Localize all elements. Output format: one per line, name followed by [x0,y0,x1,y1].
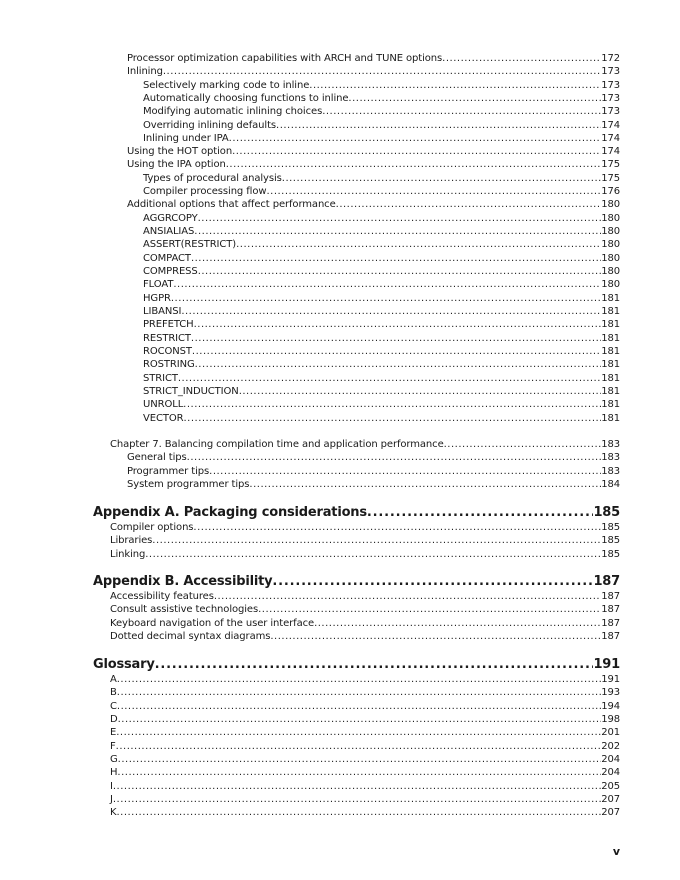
toc-entry-title: E [110,727,117,738]
dot-leader [163,66,601,78]
toc-entry-title: Inlining under IPA [143,133,229,144]
toc-entry [143,333,620,345]
dot-leader [195,359,602,371]
dot-leader [191,253,601,265]
toc-entry-title: Accessibility features [110,591,214,602]
dot-leader [145,549,601,561]
toc-entry-title: K [110,807,117,818]
dot-leader [314,618,601,630]
toc-entry-page: 204 [601,767,620,778]
toc-entry-title: B [110,687,117,698]
dot-leader [191,333,601,345]
toc-entry [143,399,620,411]
toc-entry-title: PREFETCH [143,319,194,330]
toc-entry-title: STRICT_INDUCTION [143,386,239,397]
dot-leader [194,319,602,331]
toc-entry-page: 187 [593,574,620,589]
dot-leader [117,687,601,699]
toc-entry-title: A [110,674,117,685]
toc-entry [143,413,620,425]
dot-leader [173,279,601,291]
toc-entry-page: 173 [601,80,620,91]
dot-leader [155,657,594,673]
toc-glossary-heading [93,657,620,673]
toc-entry-page: 183 [601,452,620,463]
toc-entry-page: 187 [601,591,620,602]
toc-entry-page: 181 [601,319,620,330]
toc-entry-title: ROSTRING [143,359,195,370]
toc-entry-title: Dotted decimal syntax diagrams [110,631,271,642]
dot-leader [113,794,601,806]
dot-leader [192,346,601,358]
toc-entry-title: AGGRCOPY [143,213,198,224]
dot-leader [171,293,601,305]
toc-entry [143,133,620,145]
toc-entry-page: 181 [601,333,620,344]
toc-entry-title: UNROLL [143,399,184,410]
toc-entry-page: 185 [601,522,620,533]
toc-entry-page: 193 [601,687,620,698]
toc-entry-page: 180 [601,213,620,224]
toc-entry-page: 201 [601,727,620,738]
toc-entry-page: 174 [601,146,620,157]
toc-entry-title: ROCONST [143,346,192,357]
toc-entry-page: 172 [601,53,620,64]
toc-entry-page: 180 [601,253,620,264]
dot-leader [214,591,601,603]
toc-entry [143,80,620,92]
toc-entry-page: 173 [601,66,620,77]
toc-entry-title: FLOAT [143,279,174,290]
toc-entry-title: ASSERT(RESTRICT) [143,239,237,250]
dot-leader [193,522,601,534]
dot-leader [442,53,601,65]
toc-entry-title: VECTOR [143,413,184,424]
dot-leader [181,306,601,318]
dot-leader [183,399,601,411]
toc-entry [110,714,620,726]
toc-entry-page: 180 [601,199,620,210]
toc-entry-title: Chapter 7. Balancing compilation time and application performance [110,439,444,450]
toc-entry-page: 185 [601,549,620,560]
dot-leader [322,106,601,118]
toc-entry-title: ANSIALIAS [143,226,195,237]
toc-entry-title: C [110,701,117,712]
toc-entry [127,479,620,491]
toc-entry [110,631,620,643]
toc-entry-title: Appendix A. Packaging considerations [93,505,367,520]
toc-entry [143,226,620,238]
toc-entry [143,120,620,132]
toc-entry [143,106,620,118]
dot-leader [183,413,601,425]
toc-entry-page: 174 [601,133,620,144]
toc-entry-page: 181 [601,359,620,370]
toc-entry-title: Processor optimization capabilities with ARCH and TUNE options [127,53,443,64]
toc-entry-title: J [110,794,113,805]
toc-entry-page: 191 [601,674,620,685]
dot-leader [367,505,594,521]
toc-entry-page: 180 [601,226,620,237]
dot-leader [336,199,602,211]
toc-entry-title: STRICT [143,373,178,384]
toc-entry-title: Overriding inlining defaults [143,120,277,131]
dot-leader [270,631,601,643]
toc-entry-page: 207 [601,794,620,805]
toc-entry [110,727,620,739]
toc-entry-page: 194 [601,701,620,712]
toc-entry [110,701,620,713]
toc-entry-title: Glossary [93,657,155,672]
toc-entry [143,293,620,305]
toc-entry [127,53,620,65]
dot-leader [178,373,601,385]
toc-entry-page: 176 [601,186,620,197]
dot-leader [116,741,602,753]
toc-entry-page: 174 [601,120,620,131]
toc-entry-title: Libraries [110,535,153,546]
dot-leader [229,133,602,145]
page-number: v [612,845,620,858]
toc-entry-page: 173 [601,106,620,117]
dot-leader [236,239,601,251]
toc-entry-page: 180 [601,239,620,250]
toc-entry [143,319,620,331]
toc-entry [127,66,620,78]
toc-entry-page: 205 [601,781,620,792]
toc-entry-title: Compiler processing flow [143,186,267,197]
toc-entry-title: COMPRESS [143,266,198,277]
toc-entry-title: Selectively marking code to inline [143,80,310,91]
toc-entry-page: 198 [601,714,620,725]
dot-leader [239,386,602,398]
dot-leader [116,727,601,739]
toc-entry [110,674,620,686]
toc-entry [143,346,620,358]
toc-entry-title: Appendix B. Accessibility [93,574,273,589]
toc-entry [127,159,620,171]
toc-entry-title: G [110,754,118,765]
toc-entry [110,741,620,753]
dot-leader [187,452,602,464]
toc-entry-page: 184 [601,479,620,490]
dot-leader [444,439,602,451]
toc-entry-page: 185 [593,505,620,520]
dot-leader [282,173,601,185]
toc-entry-page: 181 [601,413,620,424]
toc-entry-title: Linking [110,549,146,560]
toc-entry [110,535,620,547]
toc-entry [127,199,620,211]
toc-entry [143,213,620,225]
dot-leader [116,807,601,819]
toc-entry [110,549,620,561]
toc-entry [110,522,620,534]
toc-entry [143,173,620,185]
dot-leader [209,466,601,478]
toc-entry-page: 181 [601,306,620,317]
toc-entry [110,781,620,793]
toc-entry-title: General tips [127,452,187,463]
dot-leader [198,266,602,278]
toc-entry [110,687,620,699]
toc-entry-page: 183 [601,439,620,450]
toc-entry-title: HGPR [143,293,171,304]
dot-leader [118,714,602,726]
toc-entry-title: Modifying automatic inlining choices [143,106,323,117]
toc-entry [143,239,620,251]
toc-entry-title: Inlining [127,66,163,77]
dot-leader [266,186,601,198]
toc-entry-page: 191 [593,657,620,672]
toc-entry-page: 181 [601,373,620,384]
dot-leader [198,213,602,225]
toc-entry-page: 181 [601,386,620,397]
toc-entry-title: System programmer tips [127,479,250,490]
dot-leader [117,674,601,686]
toc-entry [143,373,620,385]
dot-leader [117,701,601,713]
toc-entry-title: LIBANSI [143,306,182,317]
toc-entry-page: 202 [601,741,620,752]
toc-entry [143,93,620,105]
toc-entry [110,794,620,806]
toc-entry [110,439,620,451]
toc-entry-title: F [110,741,116,752]
toc-entry-page: 187 [601,631,620,642]
toc-entry-title: D [110,714,118,725]
toc-entry-page: 187 [601,604,620,615]
dot-leader [276,120,601,132]
dot-leader [194,226,601,238]
toc-entry [127,466,620,478]
toc-entry [127,146,620,158]
toc-entry-title: Using the HOT option [127,146,233,157]
toc-entry-title: Keyboard navigation of the user interface [110,618,315,629]
dot-leader [232,146,601,158]
toc-entry-page: 181 [601,293,620,304]
toc-entry-title: Additional options that affect performance [127,199,336,210]
toc-entry [110,618,620,630]
toc-entry-page: 173 [601,93,620,104]
toc-entry-title: I [110,781,113,792]
dot-leader [249,479,601,491]
toc-entry [143,186,620,198]
dot-leader [152,535,601,547]
toc-entry [143,253,620,265]
toc-entry [110,591,620,603]
toc-entry [127,452,620,464]
toc-entry-page: 180 [601,266,620,277]
toc-entry-title: Consult assistive technologies [110,604,259,615]
toc-entry [143,279,620,291]
toc-entry-page: 185 [601,535,620,546]
dot-leader [272,574,593,590]
toc-entry-page: 175 [601,159,620,170]
dot-leader [113,781,601,793]
dot-leader [117,767,601,779]
toc-entry-title: Types of procedural analysis [143,173,282,184]
dot-leader [309,80,601,92]
toc-entry [143,359,620,371]
toc-entry [143,386,620,398]
toc-entry [110,807,620,819]
toc-entry [143,306,620,318]
toc-entry [110,604,620,616]
toc-entry-title: COMPACT [143,253,191,264]
toc-entry-page: 181 [601,399,620,410]
toc-entry-title: H [110,767,118,778]
toc-entry [143,266,620,278]
toc-entry-title: Automatically choosing functions to inline [143,93,349,104]
toc-appendix-heading [93,574,620,590]
toc-entry-page: 207 [601,807,620,818]
toc-entry-page: 183 [601,466,620,477]
toc-entry-title: Compiler options [110,522,194,533]
toc-entry-page: 180 [601,279,620,290]
toc-entry [110,767,620,779]
dot-leader [258,604,601,616]
toc-entry-page: 175 [601,173,620,184]
toc-appendix-heading [93,505,620,521]
toc-entry-page: 204 [601,754,620,765]
toc-entry-page: 181 [601,346,620,357]
dot-leader [226,159,601,171]
toc-entry-title: Programmer tips [127,466,210,477]
toc-entry-page: 187 [601,618,620,629]
toc-entry [110,754,620,766]
dot-leader [348,93,601,105]
toc-entry-title: Using the IPA option [127,159,226,170]
toc-entry-title: RESTRICT [143,333,191,344]
dot-leader [118,754,602,766]
